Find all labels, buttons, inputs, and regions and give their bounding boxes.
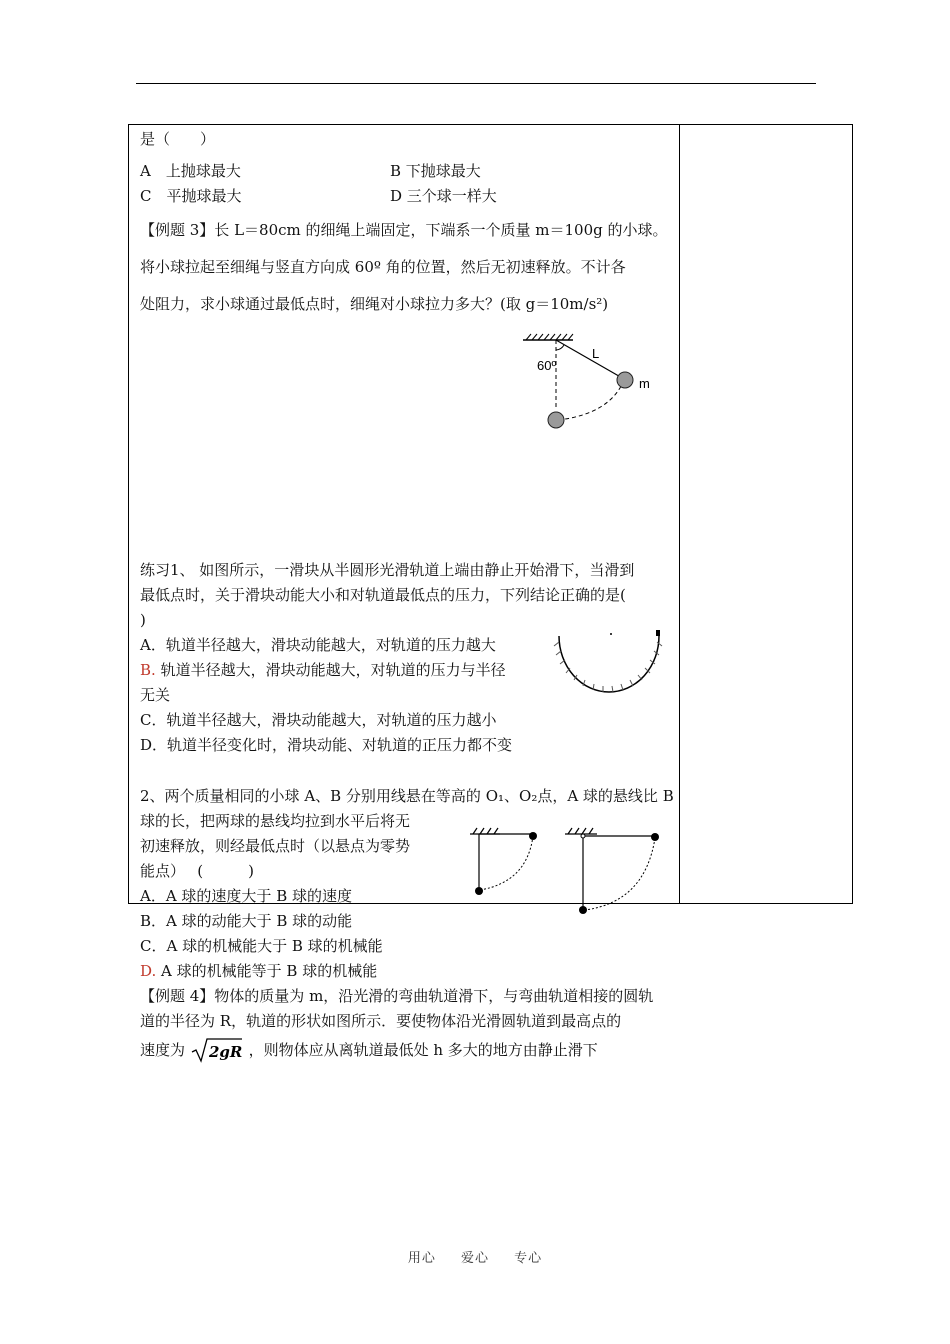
example3-line1: 【例题 3】长 L＝80cm 的细绳上端固定，下端系一个质量 m＝100g 的小球。 xyxy=(140,221,668,239)
prev-option-a: A 上抛球最大 xyxy=(140,162,241,180)
ball-b-raised xyxy=(529,832,537,840)
ball-a-raised xyxy=(651,833,659,841)
prev-question-tail: 是（ ） xyxy=(140,130,216,148)
exercise2-option-d-letter: D. xyxy=(140,962,157,980)
exercise1-option-b: B. 轨道半径越大，滑块动能越大，对轨道的压力与半径 xyxy=(140,661,506,679)
exercise2-line4: 能点） ( ) xyxy=(140,862,254,880)
footer-word-1: 用心 xyxy=(407,1251,436,1266)
mass-label: m xyxy=(639,376,650,391)
ball-b-lowest xyxy=(475,887,483,895)
exercise2-option-d: D. A 球的机械能等于 B 球的机械能 xyxy=(140,962,378,980)
example4-line2: 道的半径为 R，轨道的形状如图所示．要使物体沿光滑圆轨道到最高点的 xyxy=(140,1012,622,1030)
sqrt-2gR-formula xyxy=(190,1037,244,1063)
example4-line3: 速度为 2gR ，则物体应从离轨道最低处 h 多大的地方由静止滑下 xyxy=(140,1037,598,1063)
footer-word-2: 爱心 xyxy=(460,1251,489,1266)
prev-option-d: D 三个球一样大 xyxy=(390,187,497,205)
ball-a-lowest xyxy=(579,906,587,914)
header-rule xyxy=(136,83,816,84)
exercise1-option-a: A．轨道半径越大，滑块动能越大，对轨道的压力越大 xyxy=(140,636,496,654)
exercise1-option-b-cont: 无关 xyxy=(140,686,171,704)
exercise2-option-c: C．A 球的机械能大于 B 球的机械能 xyxy=(140,937,383,955)
exercise1-line3: ) xyxy=(140,611,146,629)
example3-line3: 处阻力，求小球通过最低点时，细绳对小球拉力多大？(取 g＝10m/s²) xyxy=(140,295,609,313)
exercise1-option-c: C．轨道半径越大，滑块动能越大，对轨道的压力越小 xyxy=(140,711,497,729)
exercise1-line2: 最低点时，关于滑块动能大小和对轨道最低点的压力，下列结论正确的是( xyxy=(140,586,626,604)
angle-label: 60º xyxy=(537,358,557,373)
pendulum-figure xyxy=(518,330,668,440)
exercise2-option-a: A．A 球的速度大于 B 球的速度 xyxy=(140,887,352,905)
footer-word-3: 专心 xyxy=(514,1251,543,1266)
semicircle-track-figure xyxy=(552,624,667,699)
ball-lowest xyxy=(548,412,564,428)
example3-line2: 将小球拉起至细绳与竖直方向成 60º 角的位置，然后无初速释放。不计各 xyxy=(140,258,626,276)
prev-option-c: C 平抛球最大 xyxy=(140,187,242,205)
length-label: L xyxy=(592,346,600,361)
two-pendulums-figure xyxy=(465,824,675,924)
exercise2-line1: 2、两个质量相同的小球 A、B 分别用线悬在等高的 O₁、O₂点，A 球的悬线比 B xyxy=(140,787,674,805)
exercise2-line3: 初速释放，则经最低点时（以悬点为零势 xyxy=(140,837,411,855)
notes-column-divider xyxy=(679,124,680,904)
svg-text:2gR: 2gR xyxy=(208,1043,243,1061)
exercise1-line1: 练习1、 如图所示，一滑块从半圆形光滑轨道上端由静止开始滑下，当滑到 xyxy=(140,561,635,579)
page-footer xyxy=(0,1247,950,1266)
slider-block xyxy=(656,630,660,636)
prev-option-b: B 下抛球最大 xyxy=(390,162,481,180)
exercise2-line2: 球的长，把两球的悬线均拉到水平后将无 xyxy=(140,812,411,830)
example4-line1: 【例题 4】物体的质量为 m，沿光滑的弯曲轨道滑下，与弯曲轨道相接的圆轨 xyxy=(140,987,654,1005)
exercise1-option-b-letter: B. xyxy=(140,661,156,679)
ball-raised xyxy=(617,372,633,388)
exercise2-option-b: B．A 球的动能大于 B 球的动能 xyxy=(140,912,353,930)
exercise1-option-d: D．轨道半径变化时，滑块动能、对轨道的正压力都不变 xyxy=(140,736,513,754)
